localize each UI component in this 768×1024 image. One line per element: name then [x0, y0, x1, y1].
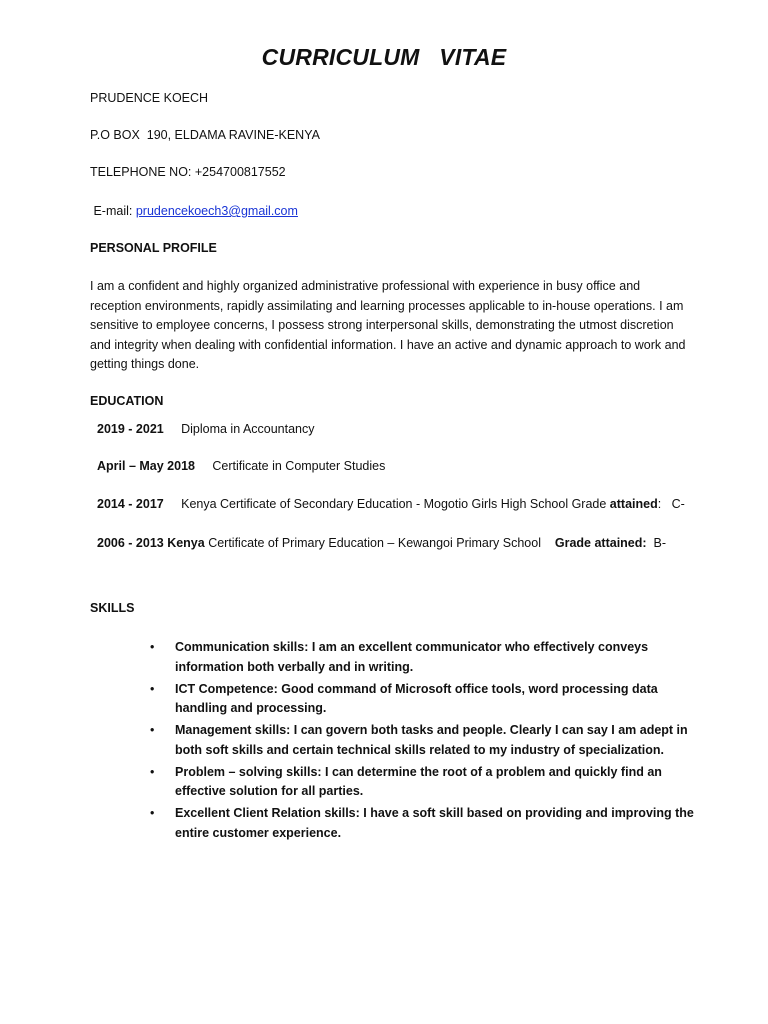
skill-item [150, 721, 710, 760]
postal-address: P.O BOX 190, ELDAMA RAVINE-KENYA [90, 128, 320, 142]
personal-profile-text: I am a confident and highly organized administrative professional with experience in busy office and reception environments, rapidly assimilating and learning processes applicable to in-house operations. I am sensitive to employee concerns, I possess strong interpersonal skills, demonstrating the utmost discretion and integrity when dealing with confidential information. I have an active and dynamic approach to work and getting things done. [90, 279, 686, 371]
education-entry [97, 421, 315, 437]
email-line [90, 203, 298, 219]
grade-label: Grade attained: [554, 536, 647, 550]
skill-text: Communication skills: I am an excellent communicator who effectively conveys information both verbally and in writing. [175, 640, 649, 674]
grade-value: : C- [657, 497, 685, 511]
skill-text: Excellent Client Relation skills: I have a soft skill based on providing and improving the entire customer experience. [175, 806, 694, 840]
document-title: CURRICULUM VITAE [261, 44, 507, 70]
skill-item [150, 680, 710, 719]
bullet-icon: • [150, 640, 155, 654]
education-date: 2006 - 2013 Kenya [97, 536, 205, 550]
education-heading: EDUCATION [90, 394, 164, 408]
bullet-icon: • [150, 806, 155, 820]
education-qualification: Certificate of Primary Education – Kewangoi Primary School [204, 536, 555, 550]
skills-list [150, 638, 710, 846]
email-label: E-mail: [90, 204, 136, 218]
education-entry [97, 458, 385, 474]
education-qualification: Certificate in Computer Studies [212, 459, 386, 473]
education-qualification: Diploma in Accountancy [181, 422, 315, 436]
education-entry [97, 496, 685, 512]
skill-text: ICT Competence: Good command of Microsoft office tools, word processing data handling and processing. [175, 681, 658, 715]
skill-item [150, 638, 710, 677]
telephone-number: TELEPHONE NO: +254700817552 [90, 165, 286, 179]
applicant-name: PRUDENCE KOECH [90, 91, 209, 105]
education-entry [97, 535, 666, 551]
grade-value: B- [646, 536, 667, 550]
skill-item [150, 763, 710, 802]
bullet-icon: • [150, 764, 155, 779]
bullet-icon: • [150, 681, 155, 696]
education-date: 2019 - 2021 [97, 422, 164, 436]
education-qualification: Kenya Certificate of Secondary Education - Mogotio Girls High School Grade [181, 497, 610, 511]
skill-text: Problem – solving skills: I can determine the root of a problem and quickly find an effective solution for all parties. [175, 764, 662, 798]
skill-text: Management skills: I can govern both tasks and people. Clearly I can say I am adept in both soft skills and certain technical skills related to my industry of specialization. [175, 723, 688, 757]
email-link[interactable]: prudencekoech3@gmail.com [135, 204, 298, 218]
skills-heading: SKILLS [90, 601, 135, 615]
grade-label: attained [609, 497, 658, 511]
education-date: 2014 - 2017 [97, 497, 164, 511]
personal-profile-heading: PERSONAL PROFILE [90, 241, 217, 255]
skill-item [150, 804, 710, 843]
education-date: April – May 2018 [97, 459, 195, 473]
bullet-icon: • [150, 723, 155, 737]
